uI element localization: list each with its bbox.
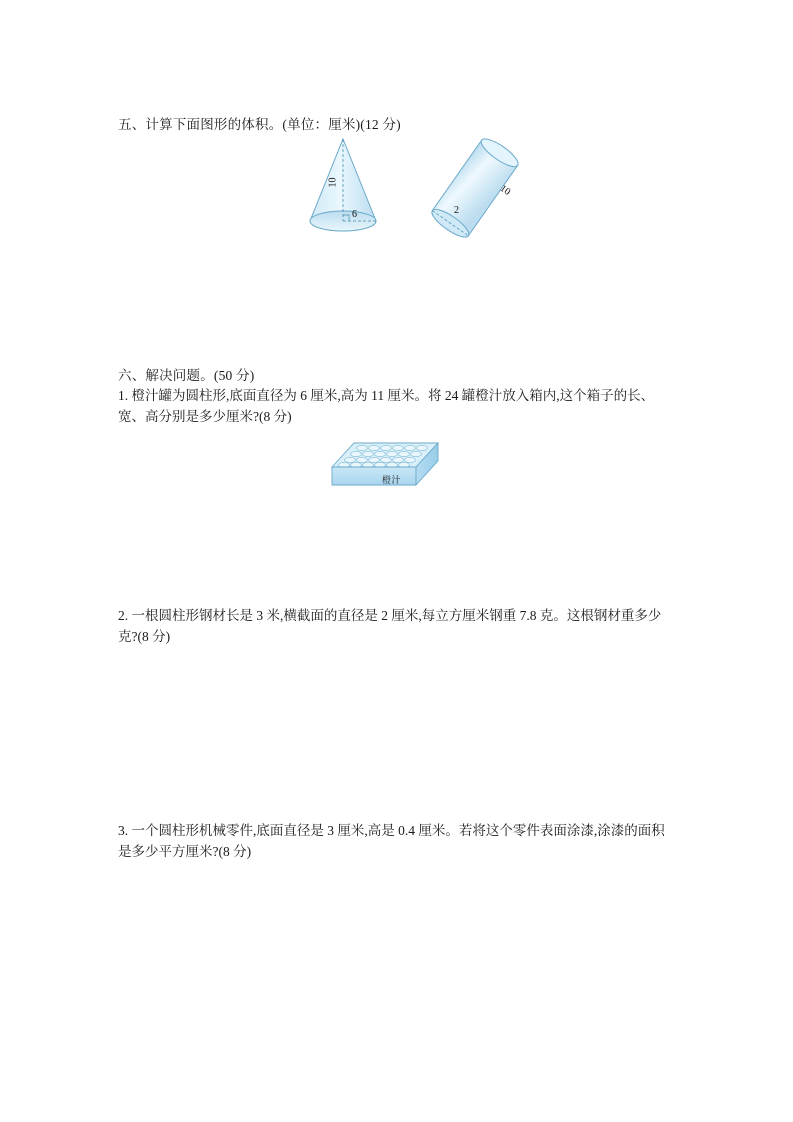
cylinder-length-label: 10 [497,183,513,198]
cone-diameter-label: 6 [352,209,357,220]
section-5-heading: 五、计算下面图形的体积。(单位：厘米)(12 分) [118,117,401,132]
question-2-text: 2. 一根圆柱形钢材长是 3 米,横截面的直径是 2 厘米,每立方厘米钢重 7.8 克。这根钢材重多少克?(8 分) [118,608,662,644]
cylinder-figure [420,133,530,243]
question-3-text: 3. 一个圆柱形机械零件,底面直径是 3 厘米,高是 0.4 厘米。若将这个零件表面涂漆,涂漆的面积是多少平方厘米?(8 分) [118,823,665,859]
cone-figure [288,133,398,243]
cone-height-label: 10 [327,177,339,188]
question-1-text: 1. 橙汁罐为圆柱形,底面直径为 6 厘米,高为 11 厘米。将 24 罐橙汁放入箱内,这个箱子的长、宽、高分别是多少厘米?(8 分) [118,388,655,424]
section-6-heading: 六、解决问题。(50 分) [118,368,255,383]
cylinder-diameter-label: 2 [454,205,459,216]
juice-box-label: 橙汁 [382,475,402,485]
juice-box-figure [330,437,460,499]
